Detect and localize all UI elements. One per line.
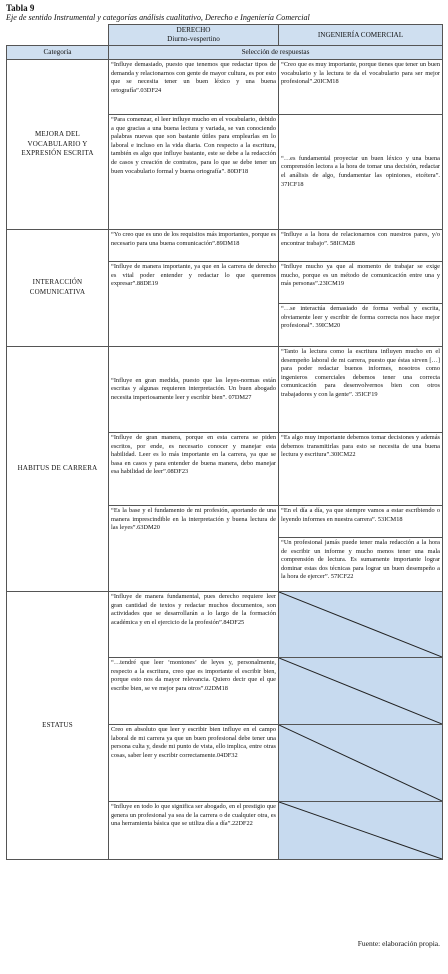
cell-derecho: “Influye demasiado, puesto que tenemos que redactar tipos de demanda y relacionarnos con gente de mayor cultura, es por esto que se necesita tener un buen léxico y una buena ortografía”.03DF24	[109, 60, 279, 115]
cell-ingenieria: “Creo que es muy importante, porque tienes que tener un buen vocabulario y la lectura te da el vocabulario para ser mejor profesional”.20ICM18	[279, 60, 443, 115]
cell-ingenieria: “Es algo muy importante debemos tomar decisiones y además debemos transmitirlas para esto se necesita de una buena lectura y escritura”.30ICM22	[279, 433, 443, 506]
analysis-table	[6, 24, 443, 860]
cell-ingenieria: “Influye a la hora de relacionarnos con nuestros pares, y/o encontrar trabajo”. 58ICM28	[279, 230, 443, 262]
cell-derecho: “Influye de gran manera, porque en esta carrera se piden escritos, por ende, es necesario conocer y manejar esta habilidad. Leer es lo más importante en la carrera, ya que se basa en casos y para entender de buena manera, debo manejar esa habilidad de leer”.08DF23	[109, 433, 279, 506]
empty-crossed-cell	[279, 802, 443, 860]
table-title: Eje de sentido Instrumental y categorías análisis cualitativo, Derecho e Ingeniería Comercial	[6, 13, 310, 22]
cell-derecho: “Para comenzar, el leer influye mucho en el vocabulario, debido a que gracias a una buena lectura y variada, se van conociendo palabras nuevas que son bastante útiles para emplearlas en lo laboral e incluso en la vida diaria. Con respecto a la escritura, también es algo que influye bastante, este se debe a la redacción de casos y creación de contratos, para lo que se debe tener un buen vocabulario formal y buena ortografía”. 80DF18	[109, 115, 279, 230]
empty-crossed-cell	[279, 725, 443, 802]
header-row-labels	[7, 46, 443, 60]
category-vocabulario: MEJORA DEL VOCABULARIO Y EXPRESIÓN ESCRITA	[7, 60, 109, 230]
cell-derecho: Creo en absoluto que leer y escribir bien influye en el campo laboral de mi carrera ya que un buen profesional debe tener una persona culta y, desde mi punto de vista, ello implica, entre otras cosas, saber leer y escribir correctamente.04DF32	[109, 725, 279, 802]
cell-derecho: “Influye en todo lo que significa ser abogado, en el prestigio que genera un profesional ya sea de la carrera o de cualquier otra, es una herramienta básica que se utiliza día a día”.22DF22	[109, 802, 279, 860]
cell-ingenieria: “Un profesional jamás puede tener mala redacción a la hora de escribir un informe y mucho menos tener una mala comprensión de lectura. Es sumamente importante lograr dominar estas dos técnicas para lograr un buen desempeño a la hora de ejercer”. 57ICF22	[279, 538, 443, 592]
cell-derecho: “Influye en gran medida, puesto que las leyes-normas están escritas y algunas requieren interpretación. Un buen abogado necesita imperiosamente leer y escribir bien”. 07DM27	[109, 347, 279, 433]
cell-ingenieria: “Influye mucho ya que al momento de trabajar se exige mucho, porque es un método de comunicación entre una y más personas”.23ICM19	[279, 262, 443, 304]
cell-derecho: “Influye de manera importante, ya que en la carrera de derecho es vital poder entender y redactar lo que queremos expresar”.88DE19	[109, 262, 279, 347]
header-derecho: DERECHO Diurno-vespertino	[109, 25, 279, 46]
table-number: Tabla 9	[6, 3, 35, 13]
category-interaccion: INTERACCIÓN COMUNICATIVA	[7, 230, 109, 347]
header-categoria: Categoría	[7, 46, 109, 60]
cell-ingenieria: “En el día a día, ya que siempre vamos a estar escribiendo o leyendo informes en nuestra carrera”. 53ICM18	[279, 506, 443, 538]
cell-ingenieria: “Tanto la lectura como la escritura influyen mucho en el desempeño laboral de mi carrera, puesto que éstas sirven […] para poder redactar buenos informes, nosotros como ingenieros comerciales debemos tener una correcta comunicación para desenvolvernos bien con otros trabajadores y con la gente”. 35ICF19	[279, 347, 443, 433]
table-row	[7, 230, 443, 262]
category-habitus: HABITUS DE CARRERA	[7, 347, 109, 592]
empty-crossed-cell	[279, 592, 443, 658]
cell-derecho: “…tendré que leer ‘montones’ de leyes y, personalmente, respecto a la escritura, creo que es importante el escribir bien, porque esto nos da mayor relevancia. Quiero decir que el que escribe bien, se ve mejor para otros”.02DM18	[109, 658, 279, 725]
header-seleccion: Selección de respuestas	[109, 46, 443, 60]
source-note: Fuente: elaboración propia.	[357, 939, 440, 948]
table-row	[7, 592, 443, 658]
empty-crossed-cell	[279, 658, 443, 725]
cell-derecho: “Es la base y el fundamento de mi profesión, aportando de una manera imprescindible en la interpretación y buena lectura de las leyes”.63DM20	[109, 506, 279, 592]
cell-ingenieria: “…se interactúa demasiado de forma verbal y escrita, obviamente leer y escribir de forma correcta nos hace mejor profesional”. 39ICM20	[279, 304, 443, 347]
header-ingenieria: INGENIERÍA COMERCIAL	[279, 25, 443, 46]
cell-derecho: “Influye de manera fundamental, pues derecho requiere leer gran cantidad de textos y redactar muchos documentos, son actividades que se desarrollarán a lo largo de la formación académica y en el ejercicio de la profesión”.84DF25	[109, 592, 279, 658]
table-row	[7, 60, 443, 115]
cell-derecho: “Yo creo que es uno de los requisitos más importantes, porque es necesario para una buena comunicación”.89DM18	[109, 230, 279, 262]
cell-ingenieria: “…es fundamental proyectar un buen léxico y una buena comprensión lectora a la hora de tomar una decisión, redactar el análisis de algo, fundamentar las opiniones, etcétera”. 37ICF18	[279, 115, 443, 230]
category-estatus: ESTATUS	[7, 592, 109, 860]
header-row-careers	[7, 25, 443, 46]
table-row	[7, 347, 443, 433]
